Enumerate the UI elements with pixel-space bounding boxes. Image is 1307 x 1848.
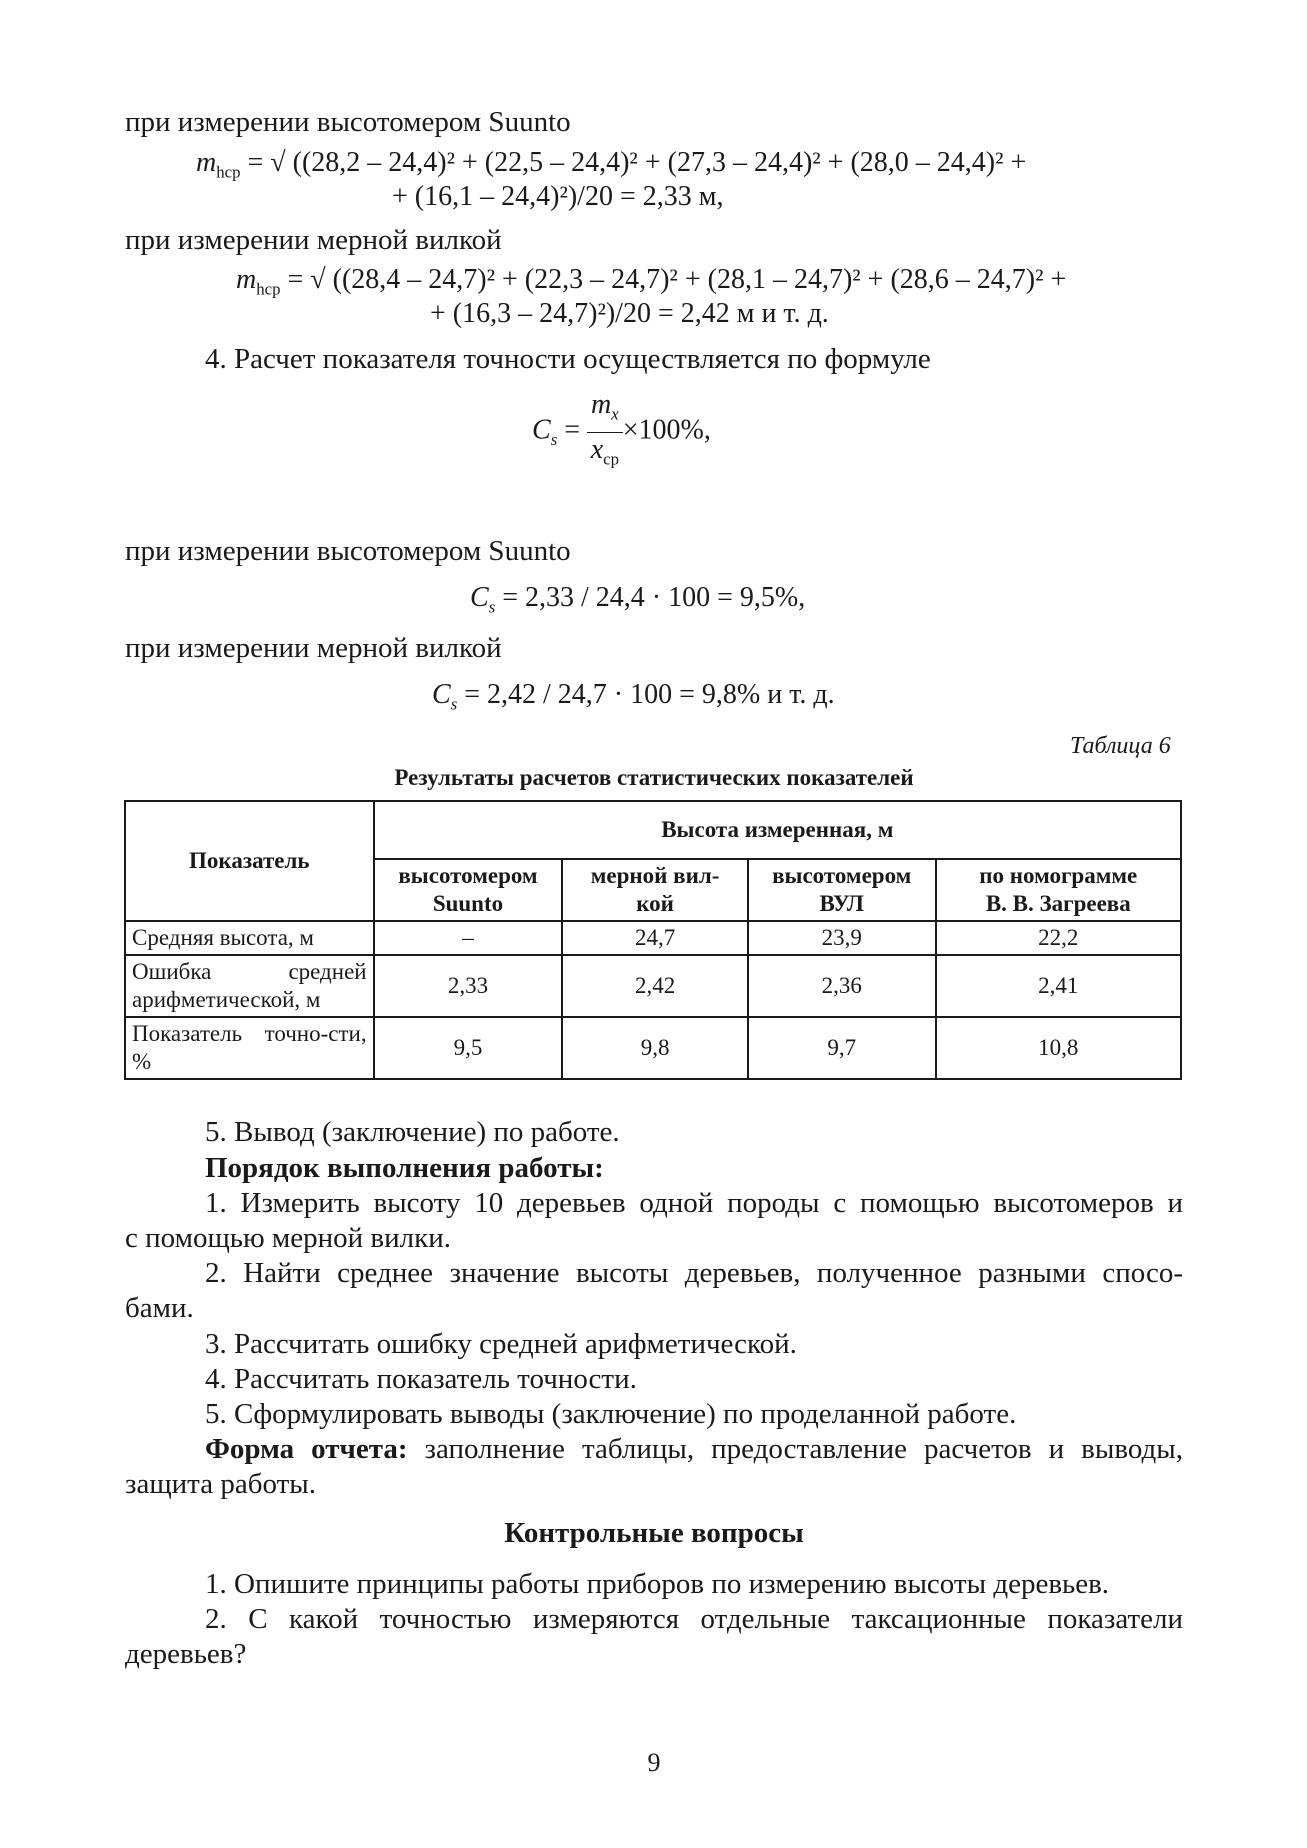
table-header-cell: Показатель: [125, 801, 374, 921]
table-cell: 23,9: [748, 921, 936, 955]
list-item: 4. Рассчитать показатель точности.: [205, 1363, 637, 1395]
question-item: 2. С какой точностью измеряются отдельные таксационные показатели: [205, 1603, 1183, 1635]
list-item: 5. Сформулировать выводы (заключение) по проделанной работе.: [205, 1398, 1017, 1430]
table-cell: 9,8: [562, 1017, 747, 1079]
paragraph: защита работы.: [125, 1468, 316, 1500]
accuracy-formula: [532, 388, 711, 478]
table-cell: 22,2: [936, 921, 1181, 955]
table-header-row: [125, 801, 1181, 859]
paragraph: при измерении высотомером Suunto: [125, 106, 571, 138]
table-row-label: Показатель точно-сти, %: [125, 1017, 374, 1079]
results-table: [124, 800, 1182, 1080]
paragraph: при измерении мерной вилкой: [125, 632, 502, 664]
page-number: 9: [647, 1748, 661, 1777]
formula-symbol: C: [532, 414, 551, 446]
table-header-cell: мерной вил- кой: [562, 859, 747, 921]
formula-symbol: m: [196, 147, 217, 178]
section-heading: Порядок выполнения работы:: [205, 1152, 604, 1184]
table-cell: 9,7: [748, 1017, 936, 1079]
section-heading: Контрольные вопросы: [504, 1517, 804, 1549]
table-row-label: Ошибка средней арифметической, м: [125, 955, 374, 1017]
formula-subscript: hср: [216, 162, 241, 182]
formula-expression: = √ ((28,2 – 24,4)² + (22,5 – 24,4)² + (27,3 – 24,4)² + (28,0 – 24,4)² +: [240, 147, 1027, 178]
formula-expression: = √ ((28,4 – 24,7)² + (22,3 – 24,7)² + (28,1 – 24,7)² + (28,6 – 24,7)² +: [280, 264, 1067, 295]
question-item-continuation: деревьев?: [125, 1638, 247, 1670]
table-row: [125, 1017, 1181, 1079]
formula-subscript: s: [550, 430, 558, 450]
table-cell: 2,42: [562, 955, 747, 1017]
formula-cs-fork: [432, 677, 835, 723]
paragraph: при измерении высотомером Suunto: [125, 535, 571, 567]
formula-cs-suunto: [470, 580, 805, 626]
paragraph: при измерении мерной вилкой: [125, 224, 502, 256]
list-item-continuation: бами.: [125, 1292, 194, 1324]
table-header-cell: высотомером Suunto: [374, 859, 563, 921]
list-item: 2. Найти среднее значение высоты деревьев, полученное разными спосо-: [205, 1257, 1183, 1289]
list-item-continuation: с помощью мерной вилки.: [125, 1222, 451, 1254]
table-cell: 2,36: [748, 955, 936, 1017]
formula-subscript: hср: [256, 279, 281, 299]
table-cell: 10,8: [936, 1017, 1181, 1079]
question-item: 1. Опишите принципы работы приборов по измерению высоты деревьев.: [205, 1568, 1110, 1600]
fraction-denominator: $x_{ср}$: [590, 433, 619, 469]
formula-multiplier: ×100%,: [622, 414, 711, 446]
paragraph: 4. Расчет показателя точности осуществляется по формуле: [205, 343, 931, 375]
table-group-header: Высота измеренная, м: [374, 801, 1181, 859]
list-item: 1. Измерить высоту 10 деревьев одной породы с помощью высотомеров и: [205, 1187, 1183, 1219]
fraction-numerator: $m_x$: [587, 388, 623, 433]
table-title: Результаты расчетов статистических показателей: [394, 765, 914, 790]
formula-subscript: s: [488, 597, 496, 617]
table-header-cell: по номограмме В. В. Загреева: [936, 859, 1181, 921]
table-cell: 9,5: [374, 1017, 563, 1079]
table-label: Таблица 6: [1070, 733, 1171, 759]
formula-subscript: s: [450, 694, 458, 714]
formula-expression: = 2,42 / 24,7 · 100 = 9,8% и т. д.: [457, 679, 835, 710]
table-cell: 24,7: [562, 921, 747, 955]
table-header-cell: высотомером ВУЛ: [748, 859, 936, 921]
formula-expression: = 2,33 / 24,4 · 100 = 9,5%,: [495, 582, 806, 613]
formula-symbol: C: [470, 582, 489, 613]
table-row-label: Средняя высота, м: [125, 921, 374, 955]
formula-symbol: m: [236, 264, 257, 295]
table-row: [125, 921, 1181, 955]
table-cell: 2,33: [374, 955, 563, 1017]
table-cell: –: [374, 921, 563, 955]
formula-suunto-line2: + (16,1 – 24,4)²)/20 = 2,33 м,: [392, 181, 724, 212]
table-cell: 2,41: [936, 955, 1181, 1017]
equals-sign: =: [564, 414, 581, 446]
list-item: 3. Рассчитать ошибку средней арифметической.: [205, 1328, 797, 1360]
fraction: [587, 388, 623, 476]
formula-fork-line2: + (16,3 – 24,7)²)/20 = 2,42 м и т. д.: [430, 298, 829, 329]
table-row: [125, 955, 1181, 1017]
report-form-text: заполнение таблицы, предоставление расчетов и выводы,: [407, 1433, 1183, 1465]
report-form-label: Форма отчета:: [205, 1433, 408, 1465]
report-form-paragraph: [205, 1431, 1183, 1467]
paragraph: 5. Вывод (заключение) по работе.: [205, 1116, 620, 1148]
formula-symbol: C: [432, 679, 451, 710]
